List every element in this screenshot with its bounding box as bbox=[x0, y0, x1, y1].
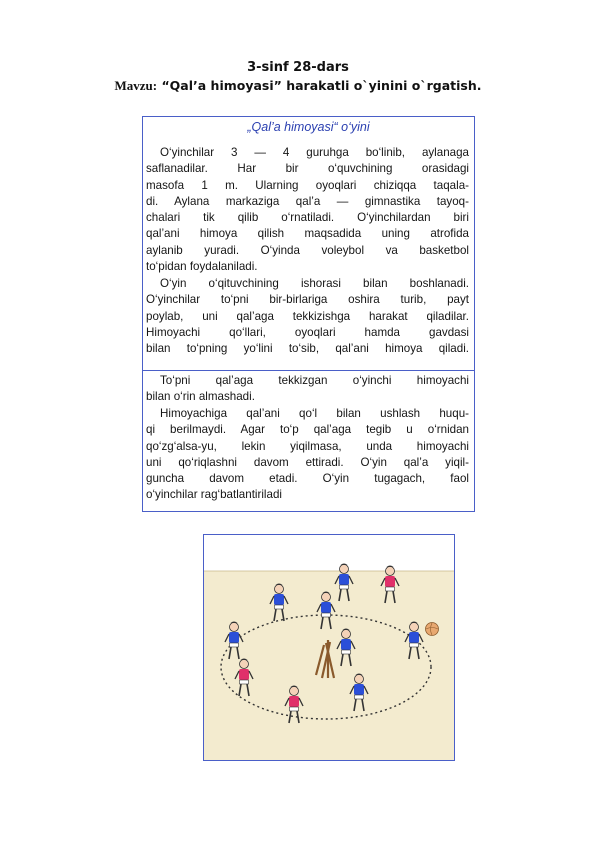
mavzu-label: Mavzu: bbox=[114, 78, 158, 93]
section-divider bbox=[143, 370, 474, 371]
game-title: „Qal’a himoyasi“ o‘yini bbox=[247, 120, 370, 134]
text-line: qal’ani himoya qilish maqsadida uning atrofida bbox=[146, 227, 469, 241]
text-line: bilan o‘rin almashadi. bbox=[146, 390, 255, 404]
paragraph-play bbox=[146, 276, 469, 357]
text-line: Himoyachiga qal’ani qo‘l bilan ushlash huqu- bbox=[160, 407, 469, 420]
ball-icon bbox=[426, 623, 439, 636]
lesson-number: 3-sinf 28-dars bbox=[247, 60, 349, 75]
text-line: qo‘zg‘alsa-yu, lekin yiqilmasa, unda himoyachi bbox=[146, 439, 469, 453]
text-line: o‘yinchilar rag‘batlantiriladi bbox=[146, 488, 282, 502]
text-line: bilan to‘pning yo‘lini to‘sib, qal’ani himoya qiladi. bbox=[146, 342, 469, 356]
text-line: qi berilmaydi. Agar to‘p qal’aga tegib u o‘rnidan bbox=[146, 423, 469, 437]
text-line: uni qo‘riqlashni davom ettiradi. O‘yin qal’a yiqil- bbox=[146, 455, 469, 469]
text-line: poylab, uni qal’aga tekkizishga harakat qiladilar. bbox=[146, 309, 469, 323]
text-line: to‘pidan foydalaniladi. bbox=[146, 260, 258, 274]
text-line: aylanib yuradi. O‘yinda voleybol va basketbol bbox=[146, 243, 469, 257]
text-line: masofa 1 m. Ularning oyoqlari chiziqqa taqala- bbox=[146, 178, 469, 192]
text-line: saflanadilar. Har bir o‘quvchining orasidagi bbox=[146, 162, 469, 176]
paragraph-swap bbox=[146, 373, 469, 406]
text-line: O‘yin o‘qituvchining ishorasi bilan boshlanadi. bbox=[160, 277, 469, 290]
paragraph-setup bbox=[146, 145, 469, 275]
text-line: Himoyachi qo‘llari, oyoqlari hamda gavdasi bbox=[146, 325, 469, 339]
lesson-topic bbox=[0, 78, 596, 94]
wall bbox=[204, 535, 454, 571]
text-line: O‘yinchilar to‘pni bir-birlariga oshira turib, payt bbox=[146, 293, 469, 307]
paragraph-rules bbox=[146, 406, 469, 504]
text-line: chalari tik qilib o‘rnatiladi. O‘yinchilardan biri bbox=[146, 211, 469, 225]
text-line: di. Aylana markaziga qal’a — gimnastika tayoq- bbox=[146, 194, 469, 208]
text-line: guncha davom etadi. O‘yin tugagach, faol bbox=[146, 472, 469, 486]
playground-scene bbox=[204, 535, 454, 760]
topic-title: “Qal’a himoyasi” harakatli o`yinini o`rgatish. bbox=[157, 78, 482, 93]
game-illustration bbox=[203, 534, 455, 761]
game-description-box bbox=[142, 116, 475, 512]
text-line: To‘pni qal’aga tekkizgan o‘yinchi himoyachi bbox=[160, 374, 469, 387]
text-line: O‘yinchilar 3 — 4 guruhga bo‘linib, aylanaga bbox=[160, 146, 469, 159]
